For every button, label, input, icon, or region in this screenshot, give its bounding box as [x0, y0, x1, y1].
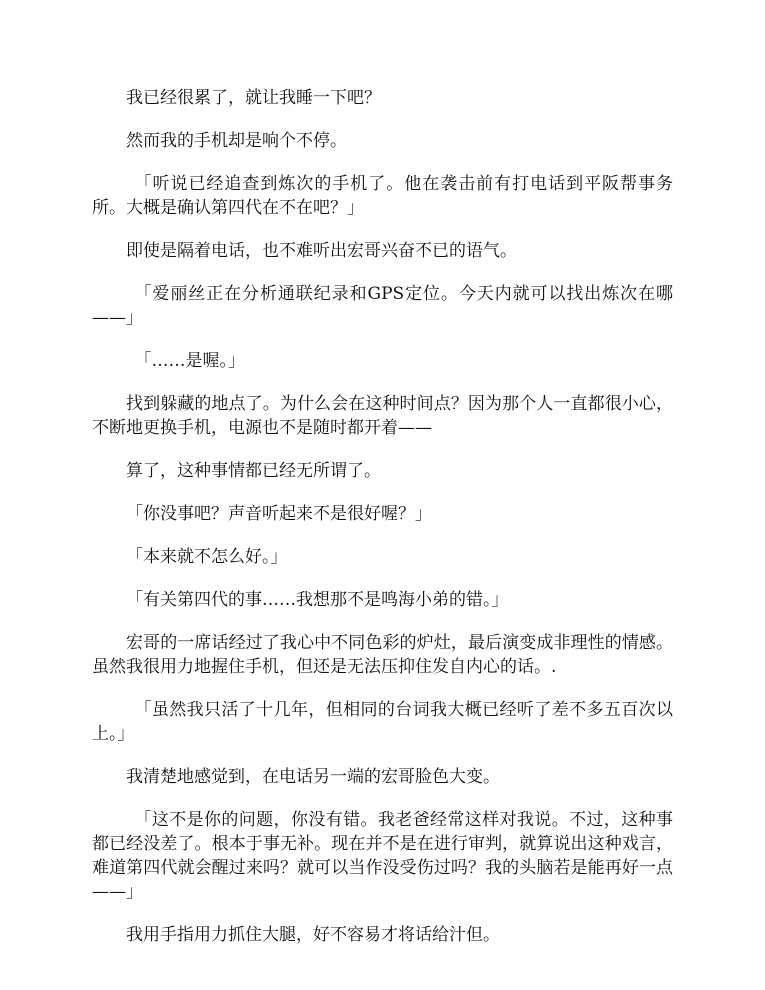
paragraph: 我用手指用力抓住大腿，好不容易才将话给汁但。 — [126, 925, 500, 945]
paragraph: 「你没事吧？声音听起来不是很好喔？」 — [126, 504, 432, 524]
paragraph: 算了，这种事情都已经无所谓了。 — [126, 461, 381, 481]
paragraph: 「听说已经追查到炼次的手机了。他在袭击前有打电话到平阪帮事务所。大概是确认第四代在不在吧？」 — [92, 174, 673, 218]
paragraph: 「虽然我只活了十几年，但相同的台词我大概已经听了差不多五百次以上。」 — [92, 700, 673, 744]
paragraph: 即使是隔着电话，也不难听出宏哥兴奋不已的语气。 — [126, 241, 517, 261]
paragraph: 宏哥的一席话经过了我心中不同色彩的炉灶，最后演变成非理性的情感。虽然我很用力地握住手机，但还是无法压抑住发自内心的话。. — [92, 633, 673, 677]
paragraph: 「爱丽丝正在分析通联纪录和GPS定位。今天内就可以找出炼次在哪——」 — [92, 284, 673, 328]
paragraph: 找到躲藏的地点了。为什么会在这种时间点？因为那个人一直都很小心，不断地更换手机，电源也不是随时都开着—— — [92, 394, 673, 438]
paragraph: 我已经很累了，就让我睡一下吧？ — [126, 88, 381, 108]
paragraph: 「这不是你的问题，你没有错。我老爸经常这样对我说。不过，这种事都已经没差了。根本于事无补。现在并不是在进行审判，就算说出这种戏言，难道第四代就会醒过来吗？就可以当作没受伤过吗？我的头脑若是能再好一点——」 — [92, 810, 673, 902]
paragraph: 「……是喔。」 — [134, 351, 245, 371]
paragraph: 我清楚地感觉到，在电话另一端的宏哥脸色大变。 — [126, 767, 500, 787]
paragraph: 「本来就不怎么好。」 — [126, 547, 288, 567]
paragraph: 「有关第四代的事……我想那不是鸣海小弟的错。」 — [126, 590, 509, 610]
paragraph: 然而我的手机却是响个不停。 — [126, 131, 347, 151]
